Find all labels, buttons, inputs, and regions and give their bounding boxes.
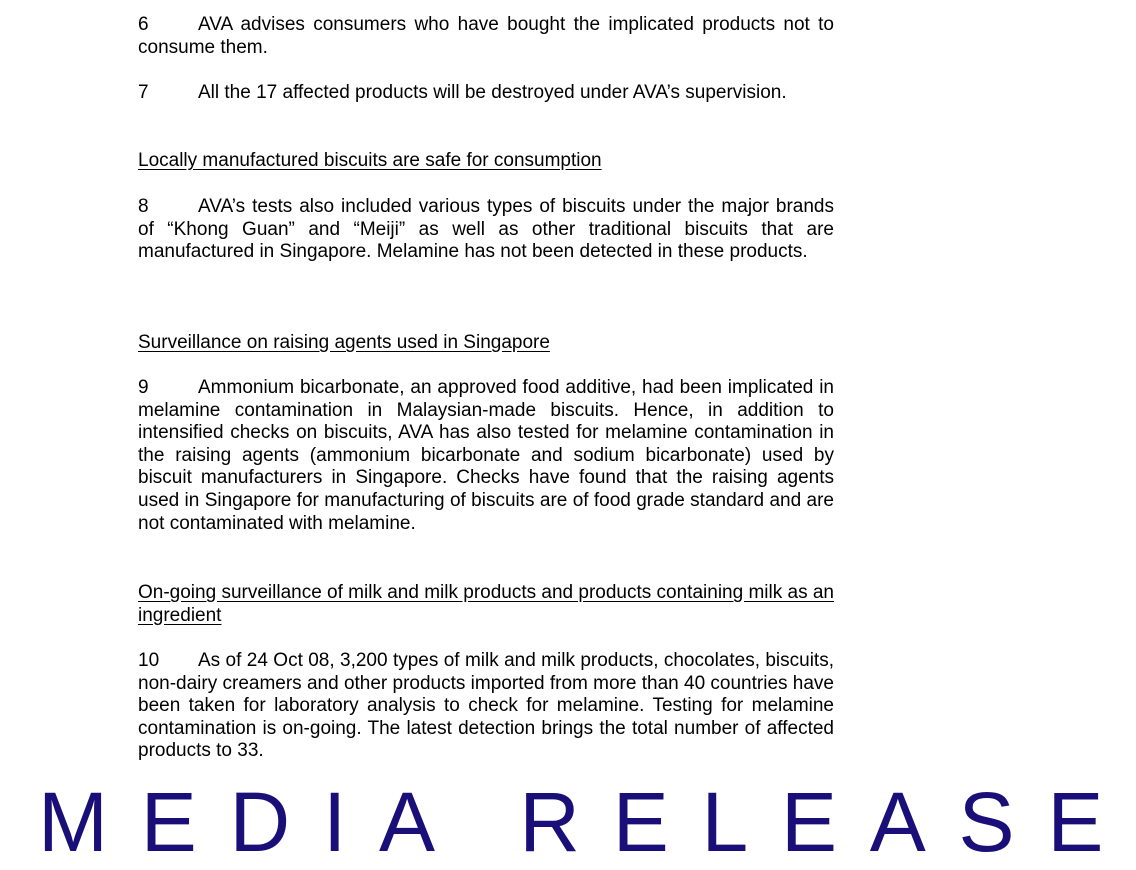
paragraph-text: AVA’s tests also included various types of biscuits under the major brands of “Khong Guan” and “Meiji” as well as other traditional biscuits that are manufactured in Singapore. Melamine has not been detected in these products. — [138, 196, 834, 263]
paragraph-number: 10 — [138, 650, 160, 671]
paragraph-10 — [138, 650, 834, 763]
paragraph-number: 9 — [138, 377, 149, 398]
paragraph-text: AVA advises consumers who have bought the implicated products not to consume them. — [138, 14, 834, 58]
paragraph-7 — [138, 82, 834, 105]
heading-text: Locally manufactured biscuits are safe for consumption — [138, 150, 602, 171]
paragraph-text: As of 24 Oct 08, 3,200 types of milk and milk products, chocolates, biscuits, non-dairy creamers and other products imported from more than 40 countries have been taken for laboratory analysis to check for melamine. Testing for melamine contamination is on-going. The latest detection brings the total number of affected products to 33. — [138, 650, 834, 762]
section-heading-milk-surveillance — [138, 582, 834, 627]
paragraph-number: 6 — [138, 14, 149, 35]
paragraph-6 — [138, 14, 834, 59]
paragraph-text: Ammonium bicarbonate, an approved food additive, had been implicated in melamine contamination in Malaysian-made biscuits. Hence, in addition to intensified checks on biscuits, AVA has also tested for melamine contamination in the raising agents (ammonium bicarbonate and sodium bicarbonate) used by biscuit manufacturers in Singapore. Checks have found that the raising agents used in Singapore for manufacturing of biscuits are of food grade standard and are not contaminated with melamine. — [138, 377, 834, 534]
heading-text: Surveillance on raising agents used in Singapore — [138, 332, 550, 353]
section-heading-biscuits — [138, 150, 834, 173]
paragraph-number: 7 — [138, 82, 149, 103]
paragraph-text: All the 17 affected products will be destroyed under AVA’s supervision. — [198, 82, 787, 103]
paragraph-9 — [138, 377, 834, 535]
heading-text: On-going surveillance of milk and milk products and products containing milk as an ingredient — [138, 582, 834, 626]
media-release-banner: MEDIA RELEASE — [38, 775, 1136, 869]
paragraph-number: 8 — [138, 196, 149, 217]
section-heading-raising-agents — [138, 332, 834, 355]
paragraph-8 — [138, 196, 834, 264]
